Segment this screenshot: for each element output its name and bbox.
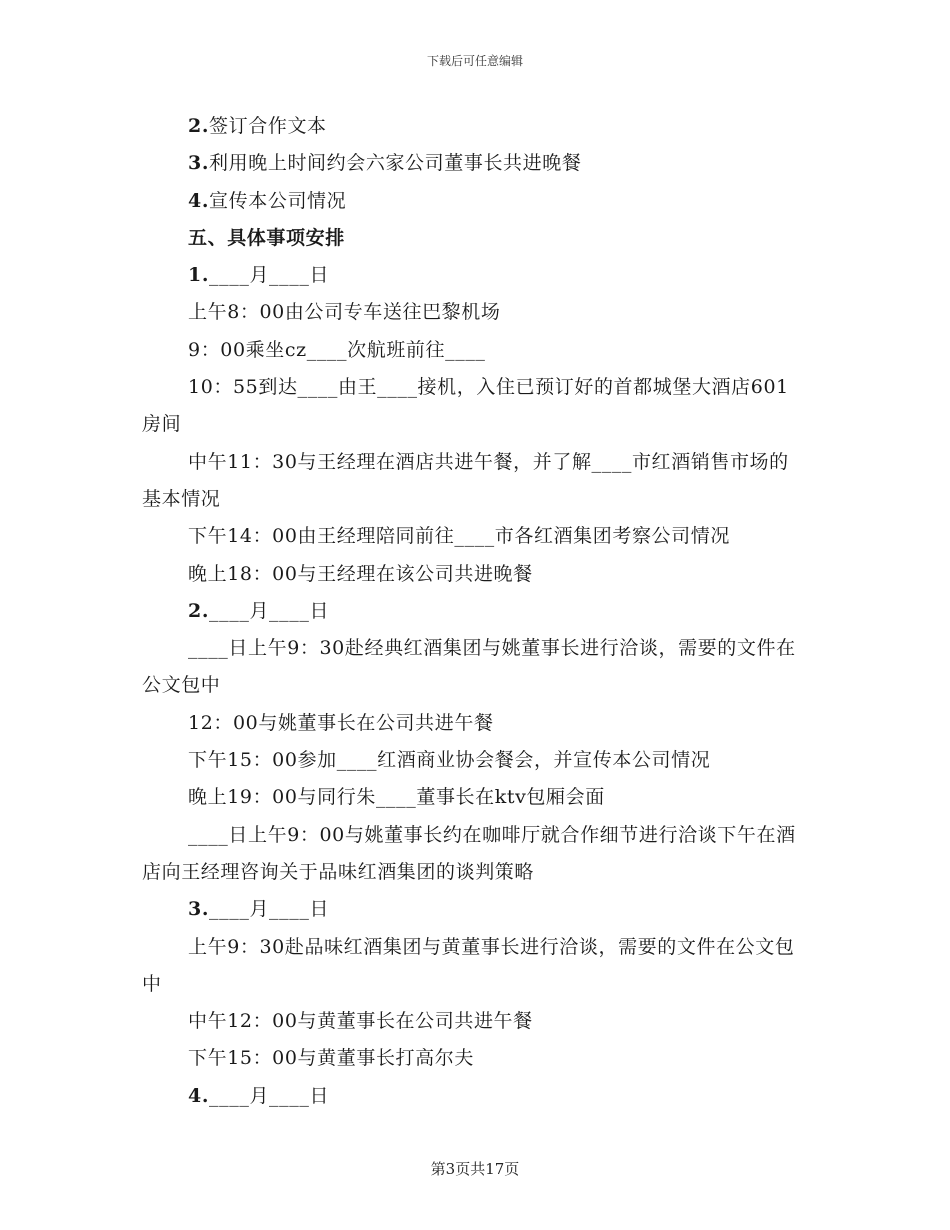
paragraph-line	[142, 444, 807, 519]
paragraph-line	[142, 630, 807, 705]
line-text: ____日上午9：30赴经典红酒集团与姚董事长进行洽谈，需要的文件在公文包中	[142, 637, 796, 697]
line-text: 上午8：00由公司专车送往巴黎机场	[188, 301, 501, 324]
line-text: 五、具体事项安排	[188, 226, 345, 249]
line-text: 下午15：00与黄董事长打高尔夫	[188, 1047, 474, 1070]
line-text: 中午11：30与王经理在酒店共进午餐，并了解____市红酒销售市场的基本情况	[142, 450, 789, 510]
line-text: 下午14：00由王经理陪同前往____市各红酒集团考察公司情况	[188, 525, 730, 548]
paragraph-line	[142, 518, 807, 555]
paragraph-line	[142, 257, 807, 294]
paragraph-line	[142, 1078, 807, 1115]
line-text: ____月____日	[209, 898, 330, 921]
line-text: 利用晚上时间约会六家公司董事长共进晚餐	[209, 152, 582, 175]
list-number: 3.	[188, 898, 210, 921]
page-footer: 第3页共17页	[430, 1160, 520, 1178]
list-number: 3.	[188, 152, 210, 175]
paragraph-line	[142, 929, 807, 1004]
line-text: 10：55到达____由王____接机，入住已预订好的首都城堡大酒店601房间	[142, 376, 789, 436]
paragraph-line	[142, 556, 807, 593]
list-number: 2.	[188, 599, 210, 622]
paragraph-line	[142, 332, 807, 369]
paragraph-line	[142, 108, 807, 145]
paragraph-line	[142, 1003, 807, 1040]
paragraph-line	[142, 817, 807, 892]
line-text: 晚上19：00与同行朱____董事长在ktv包厢会面	[188, 786, 605, 809]
paragraph-line	[142, 145, 807, 182]
paragraph-line	[142, 1040, 807, 1077]
line-text: 宣传本公司情况	[209, 189, 347, 212]
list-number: 1.	[188, 264, 210, 287]
line-text: 中午12：00与黄董事长在公司共进午餐	[188, 1010, 533, 1033]
page-header: 下载后可任意编辑	[426, 54, 523, 68]
line-text: ____日上午9：00与姚董事长约在咖啡厅就合作细节进行洽谈下午在酒店向王经理咨询关于品味红酒集团的谈判策略	[142, 823, 796, 883]
paragraph-line	[142, 294, 807, 331]
line-text: 晚上18：00与王经理在该公司共进晚餐	[188, 562, 533, 585]
section-heading	[142, 220, 807, 257]
line-text: 上午9：30赴品味红酒集团与黄董事长进行洽谈，需要的文件在公文包中	[142, 935, 795, 995]
line-text: ____月____日	[209, 599, 330, 622]
list-number: 4.	[188, 1084, 210, 1107]
paragraph-line	[142, 183, 807, 220]
list-number: 2.	[188, 115, 210, 137]
paragraph-line	[142, 705, 807, 742]
paragraph-line	[142, 779, 807, 816]
paragraph-line	[142, 742, 807, 779]
line-text: 签订合作文本	[209, 115, 327, 137]
line-text: ____月____日	[209, 1084, 330, 1107]
line-text: 下午15：00参加____红酒商业协会餐会，并宣传本公司情况	[188, 749, 711, 772]
list-number: 4.	[188, 189, 210, 212]
paragraph-line	[142, 369, 807, 444]
line-text: ____月____日	[209, 264, 330, 287]
line-text: 12：00与姚董事长在公司共进午餐	[188, 711, 494, 734]
line-text: 9：00乘坐cz____次航班前往____	[188, 338, 486, 361]
paragraph-line	[142, 891, 807, 928]
paragraph-line	[142, 593, 807, 630]
document-body	[142, 108, 807, 1115]
